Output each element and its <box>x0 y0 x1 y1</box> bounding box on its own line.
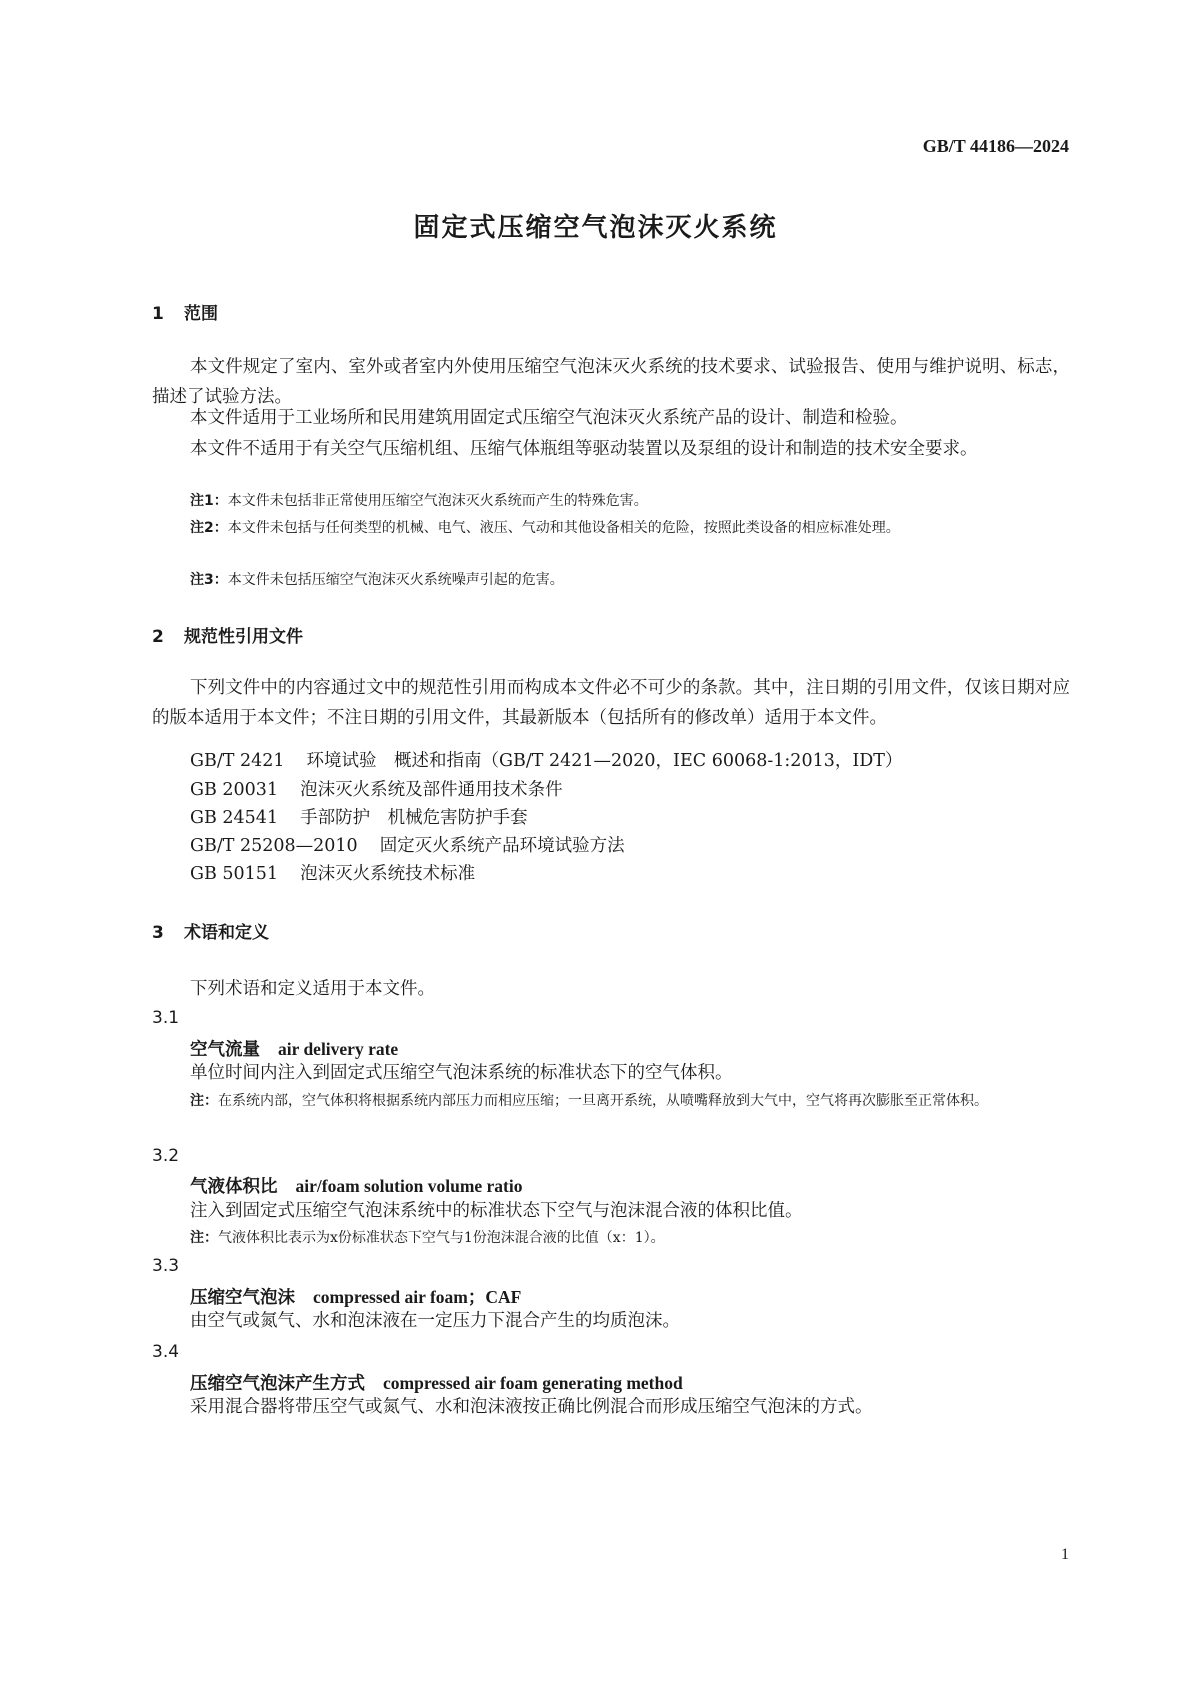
term-zh: 压缩空气泡沫产生方式 <box>190 1374 365 1394</box>
term-en: air/foam solution volume ratio <box>295 1176 523 1196</box>
note-label: 注2： <box>190 520 228 536</box>
note-label: 注1： <box>190 493 228 509</box>
section-title: 规范性引用文件 <box>184 627 303 647</box>
term-definition: 单位时间内注入到固定式压缩空气泡沫系统的标准状态下的空气体积。 <box>190 1063 733 1083</box>
terms-intro: 下列术语和定义适用于本文件。 <box>190 979 435 999</box>
reference-item <box>190 859 475 889</box>
section-2-heading <box>152 622 303 647</box>
section-number: 3 <box>152 923 164 943</box>
clause-number: 3.2 <box>152 1146 180 1166</box>
term-en: air delivery rate <box>278 1039 399 1059</box>
note-text: 本文件未包括与任何类型的机械、电气、液压、气动和其他设备相关的危险，按照此类设备的相应标准处理。 <box>227 520 900 536</box>
section-1-heading <box>152 299 218 324</box>
term-en: compressed air foam generating method <box>383 1373 683 1393</box>
page-number: 1 <box>1061 1546 1069 1563</box>
section-number: 2 <box>152 627 164 647</box>
reference-item <box>190 746 902 776</box>
note-text: 本文件未包括压缩空气泡沫灭火系统噪声引起的危害。 <box>227 572 564 588</box>
note-text: 气液体积比表示为x份标准状态下空气与1份泡沫混合液的比值（x：1）。 <box>218 1230 665 1246</box>
scope-note-1 <box>190 488 1118 514</box>
note-text: 在系统内部，空气体积将根据系统内部压力而相应压缩；一旦离开系统，从喷嘴释放到大气中，空气将再次膨胀至正常体积。 <box>218 1093 988 1109</box>
term-note <box>190 1088 1118 1114</box>
reference-title: 泡沫灭火系统及部件通用技术条件 <box>300 780 563 800</box>
reference-code: GB 50151 <box>190 864 279 884</box>
scope-note-2 <box>190 515 1118 541</box>
reference-item <box>190 831 625 861</box>
term-zh: 空气流量 <box>190 1040 260 1060</box>
reference-title: 环境试验 概述和指南（GB/T 2421—2020，IEC 60068-1:2013，IDT） <box>306 751 903 771</box>
clause-number: 3.1 <box>152 1008 180 1028</box>
clause-number: 3.3 <box>152 1256 180 1276</box>
clause-number: 3.4 <box>152 1342 180 1362</box>
term-definition: 注入到固定式压缩空气泡沫系统中的标准状态下空气与泡沫混合液的体积比值。 <box>190 1201 803 1221</box>
scope-paragraph-3: 本文件不适用于有关空气压缩机组、压缩气体瓶组等驱动装置以及泵组的设计和制造的技术安全要求。 <box>190 439 978 459</box>
reference-title: 固定灭火系统产品环境试验方法 <box>379 836 625 856</box>
term-en: compressed air foam；CAF <box>313 1287 522 1307</box>
standard-number: GB/T 44186—2024 <box>922 136 1069 156</box>
term-note <box>190 1225 1118 1251</box>
document-title: 固定式压缩空气泡沫灭火系统 <box>413 213 778 243</box>
reference-code: GB/T 25208—2010 <box>190 836 358 856</box>
section-number: 1 <box>152 304 164 324</box>
scope-paragraph-2: 本文件适用于工业场所和民用建筑用固定式压缩空气泡沫灭火系统产品的设计、制造和检验。 <box>190 408 908 428</box>
note-label: 注3： <box>190 572 228 588</box>
reference-code: GB/T 2421 <box>190 751 285 771</box>
term-heading <box>190 1173 523 1198</box>
term-definition: 由空气或氮气、水和泡沫液在一定压力下混合产生的均质泡沫。 <box>190 1311 680 1331</box>
term-definition: 采用混合器将带压空气或氮气、水和泡沫液按正确比例混合而形成压缩空气泡沫的方式。 <box>190 1397 873 1417</box>
section-title: 范围 <box>184 304 218 324</box>
reference-title: 手部防护 机械危害防护手套 <box>300 808 528 828</box>
note-label: 注： <box>190 1230 218 1246</box>
reference-item <box>190 775 563 805</box>
reference-code: GB 20031 <box>190 780 279 800</box>
term-zh: 气液体积比 <box>190 1177 278 1197</box>
section-title: 术语和定义 <box>184 923 269 943</box>
references-intro: 下列文件中的内容通过文中的规范性引用而构成本文件必不可少的条款。其中，注日期的引用文件，仅该日期对应的版本适用于本文件；不注日期的引用文件，其最新版本（包括所有的修改单）适用于本文件。 <box>152 678 1070 728</box>
section-3-heading <box>152 918 269 943</box>
reference-item <box>190 803 528 833</box>
note-text: 本文件未包括非正常使用压缩空气泡沫灭火系统而产生的特殊危害。 <box>227 493 648 509</box>
scope-paragraph-1: 本文件规定了室内、室外或者室内外使用压缩空气泡沫灭火系统的技术要求、试验报告、使用与维护说明、标志，描述了试验方法。 <box>152 357 1070 407</box>
scope-note-3 <box>190 567 1118 593</box>
term-zh: 压缩空气泡沫 <box>190 1288 295 1308</box>
reference-code: GB 24541 <box>190 808 279 828</box>
reference-title: 泡沫灭火系统技术标准 <box>300 864 476 884</box>
note-label: 注： <box>190 1093 218 1109</box>
